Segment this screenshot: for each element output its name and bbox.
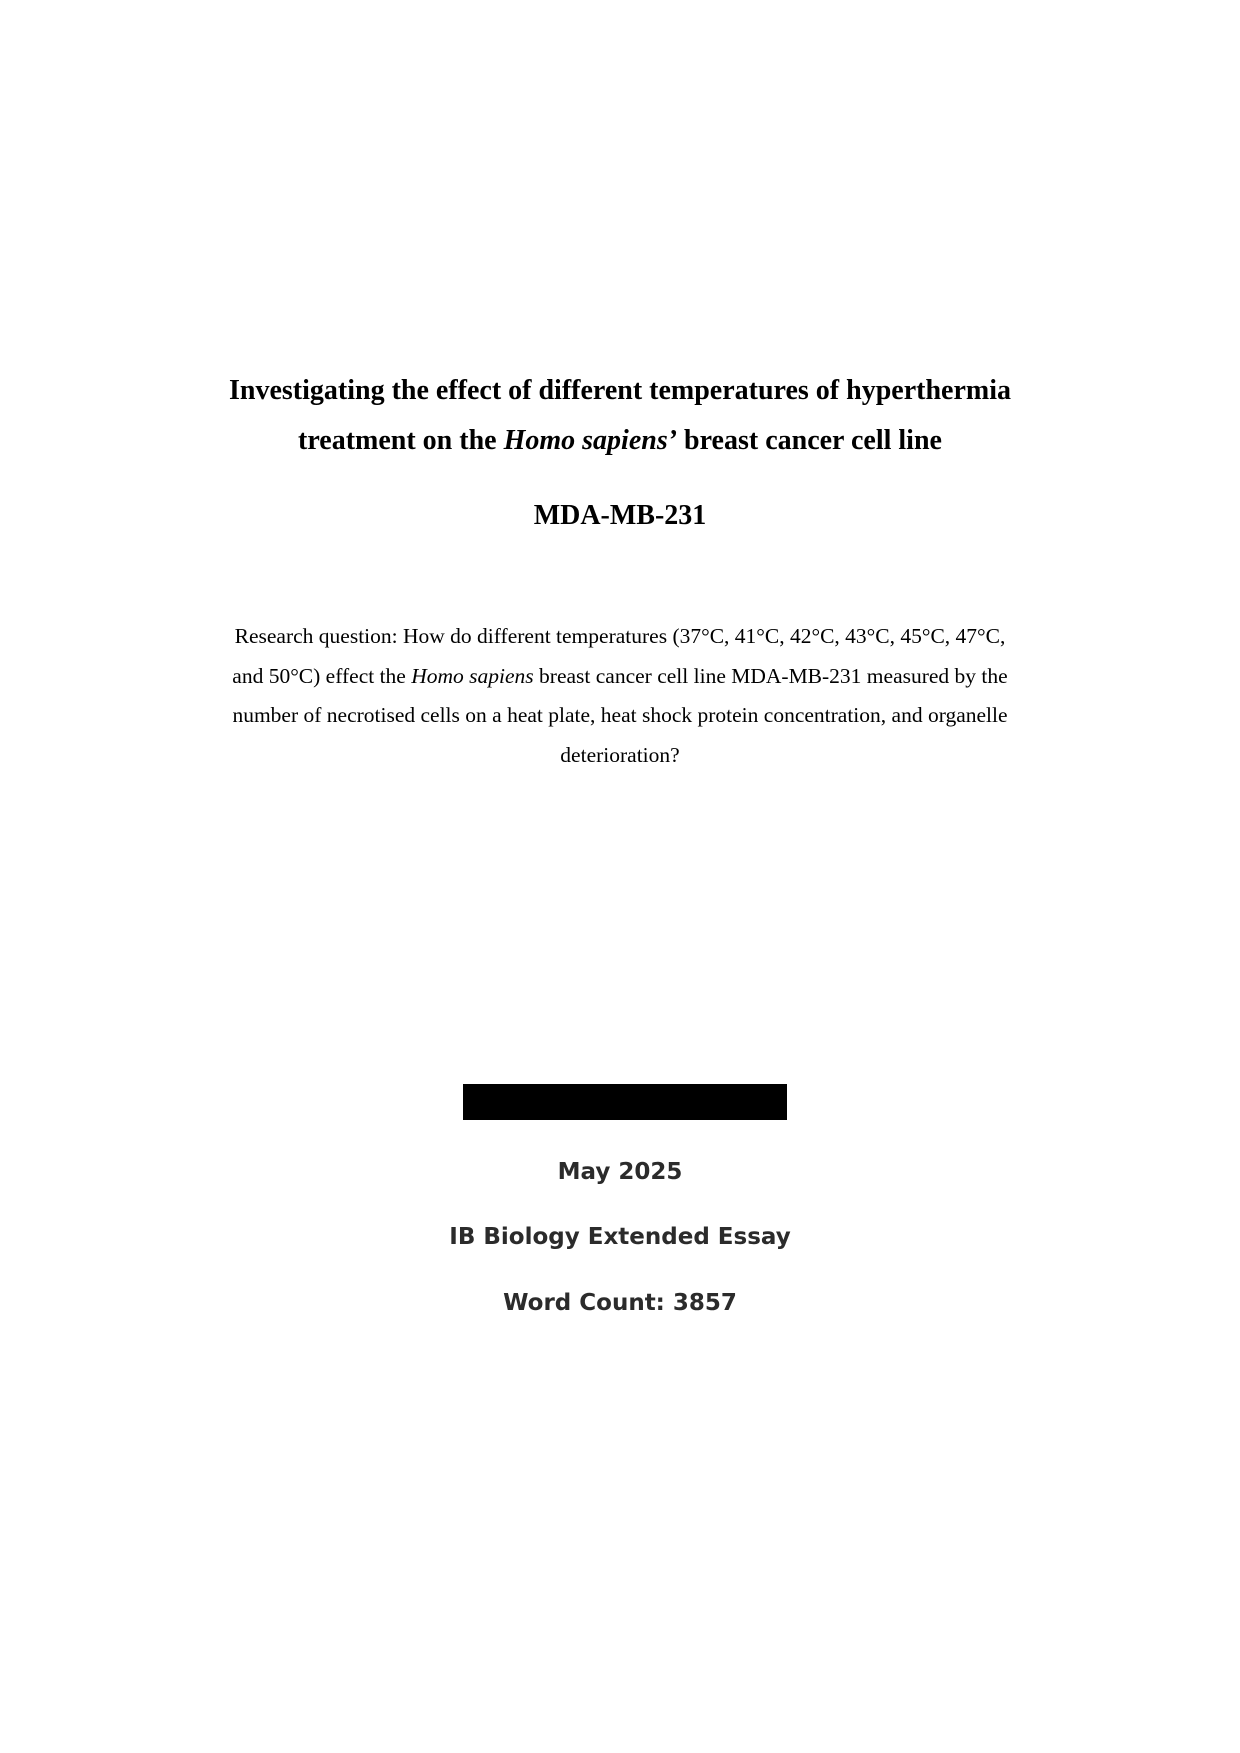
- title-line-1: Investigating the effect of different temperatures of hyperthermia: [229, 375, 1011, 406]
- redacted-name-bar: [463, 1084, 787, 1120]
- title-species-name: Homo sapiens’: [503, 425, 678, 456]
- title-line-2: [160, 416, 1080, 466]
- rq-line-2-pre: and 50°C) effect the: [232, 663, 412, 688]
- rq-line-2: [200, 657, 1040, 697]
- essay-title: [160, 366, 1080, 466]
- rq-line-1: Research question: How do different temperatures (37°C, 41°C, 42°C, 43°C, 45°C, 47°C,: [234, 624, 1006, 648]
- research-question: [200, 617, 1040, 775]
- rq-line-4: deterioration?: [560, 742, 680, 767]
- rq-species-name: Homo sapiens: [411, 663, 534, 688]
- course-name: IB Biology Extended Essay: [449, 1224, 791, 1250]
- title-line-2-post: breast cancer cell line: [677, 425, 942, 456]
- rq-line-2-post: breast cancer cell line MDA-MB-231 measured by the: [533, 663, 1008, 688]
- cell-line-name: MDA-MB-231: [533, 500, 707, 531]
- rq-line-3: number of necrotised cells on a heat plate, heat shock protein concentration, and organelle: [232, 703, 1008, 727]
- word-count: Word Count: 3857: [503, 1290, 737, 1316]
- title-line-2-pre: treatment on the: [298, 425, 504, 456]
- submission-date: May 2025: [557, 1159, 683, 1185]
